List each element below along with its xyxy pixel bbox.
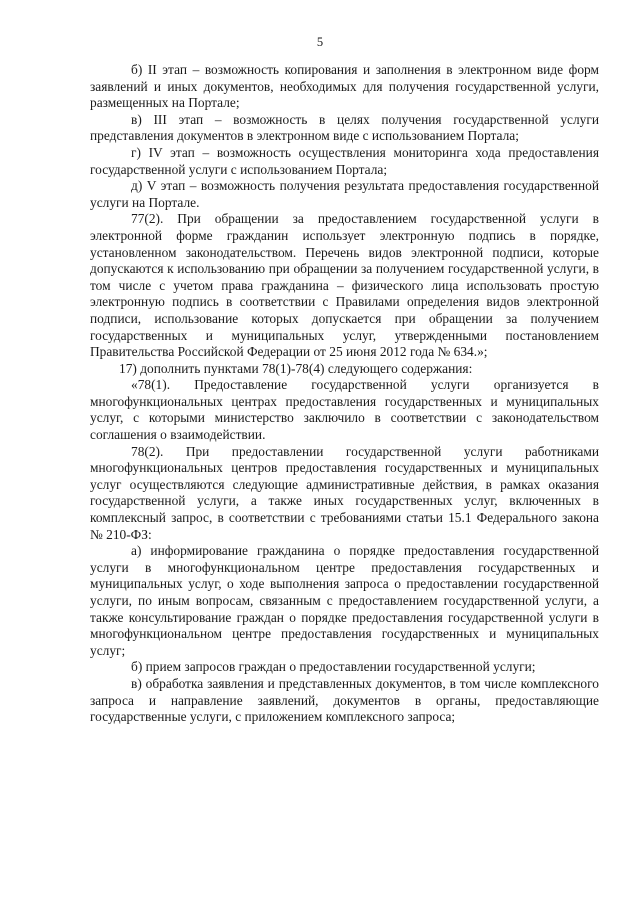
paragraph-78-2-b: б) прием запросов граждан о предоставлении государственной услуги; (131, 659, 536, 675)
paragraph-stage-3: в) III этап – возможность в целях получения государственной услуги представления документов в электронном виде с использованием Портала; (90, 111, 599, 144)
paragraph-stage-4: г) IV этап – возможность осуществления мониторинга хода предоставления государственной услуги с использованием Портала; (90, 144, 599, 177)
paragraph-78-2-v: в) обработка заявления и представленных документов, в том числе комплексного запроса и направление заявлений, документов в органы, предоставляющие государственные услуги, с приложением комплексного запроса; (90, 675, 599, 725)
paragraph-stage-5: д) V этап – возможность получения результата предоставления государственной услуги на Портале. (90, 178, 599, 210)
paragraph-77-2: 77(2). При обращении за предоставлением государственной услуги в электронной форме гражданин использует электронную подпись в порядке, установленном законодательством. Перечень видов электронной подписи, которые допускаются к использованию при обращении за получением государственной услуги, в том числе с учетом права гражданина – физического лица использовать простую электронную подпись в соответствии с Правилами определения видов электронной подписи, использование которых допускается при обращении за получением государственных и муниципальных услуг, утвержденными постановлением Правительства Российской Федерации от 25 июня 2012 года № 634.»; (90, 211, 599, 360)
paragraph-stage-2: б) II этап – возможность копирования и заполнения в электронном виде форм заявлений и иных документов, необходимых для получения государственной услуги, размещенных на Портале; (90, 62, 599, 111)
paragraph-78-2: 78(2). При предоставлении государственной услуги работниками многофункциональных центров предоставления государственных и муниципальных услуг осуществляются следующие административные действия, в рамках оказания государственной услуги, а также иных государственных услуг, включенных в комплексный запрос, в соответствии с требованиями статьи 15.1 Федерального закона № 210-ФЗ: (90, 443, 599, 542)
paragraph-78-1: «78(1). Предоставление государственной услуги организуется в многофункциональных центрах предоставления государственных и муниципальных услуг, с которыми министерство заключило в соответствии с законодательством соглашения о взаимодействии. (90, 377, 599, 443)
paragraph-item-17: 17) дополнить пунктами 78(1)-78(4) следующего содержания: (119, 360, 473, 376)
page-number: 5 (316, 35, 324, 49)
document-body (90, 62, 599, 726)
paragraph-78-2-a: а) информирование гражданина о порядке предоставления государственной услуги в многофункциональном центре предоставления государственных и муниципальных услуг, о ходе выполнения запроса о предоставлении государственной услуги, по иным вопросам, связанным с предоставлением государственной услуги, а также консультирование граждан о порядке предоставления государственной услуги в многофункциональном центре предоставления государственных и муниципальных услуг; (90, 543, 599, 658)
